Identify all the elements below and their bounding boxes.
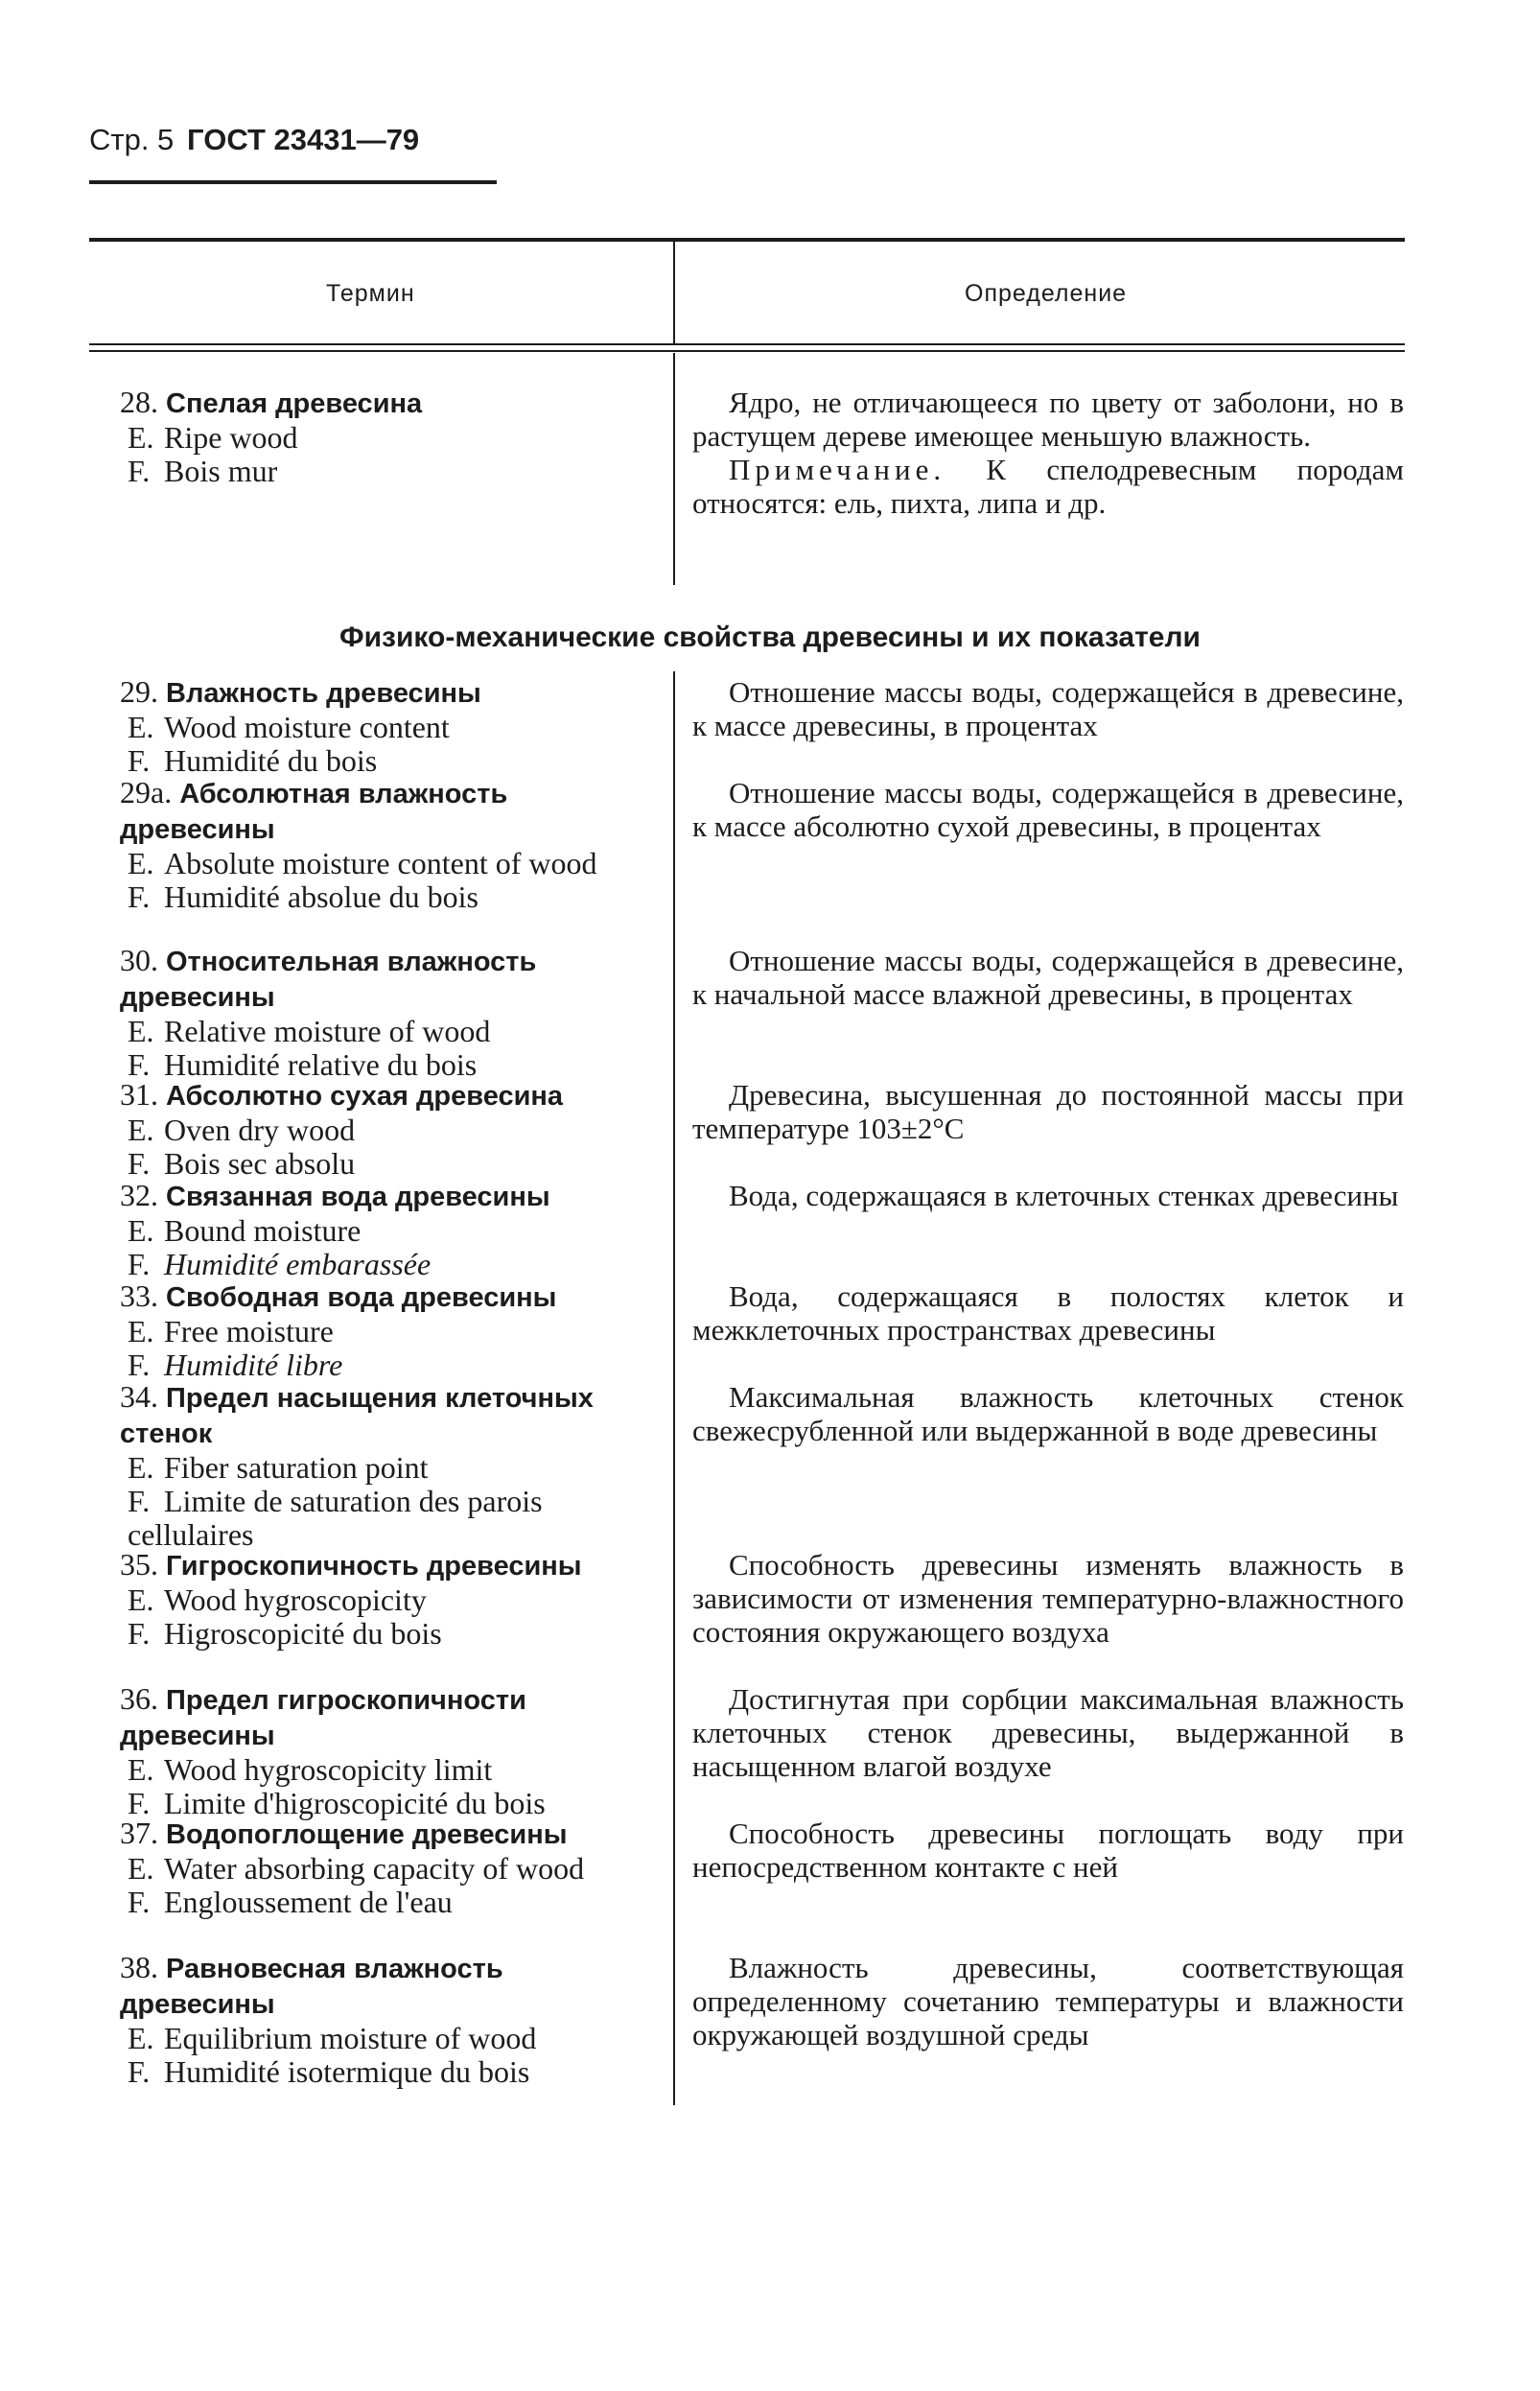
- term-ru: Предел гигроскопичности древесины: [120, 1685, 526, 1751]
- term-number: 31.: [120, 1077, 158, 1112]
- definition-text: Ядро, не отличающееся по цвету от заболони, но в растущем дереве имеющее меньшую влажность.: [692, 386, 1404, 453]
- column-divider: [673, 353, 675, 585]
- definition-text: Отношение массы воды, содержащейся в древесине, к массе абсолютно сухой древесины, в процентах: [692, 776, 1404, 843]
- definition-text: Древесина, высушенная до постоянной массы при температуре 103±2°С: [692, 1078, 1404, 1145]
- term-fr: Higroscopicité du bois: [164, 1616, 442, 1651]
- term-entry-37: 37. Водопоглощение древесины E. Water absorbing capacity of wood F. Engloussement de l'eau: [120, 1816, 585, 1919]
- term-entry-38: 38. Равновесная влажность древесины E. Equilibrium moisture of wood F. Humidité isotermique du bois: [120, 1950, 537, 2089]
- definition-33: [692, 1279, 1404, 1347]
- column-divider: [673, 671, 675, 2105]
- definition-37: [692, 1817, 1404, 1884]
- term-en: Equilibrium moisture of wood: [164, 2021, 537, 2055]
- term-en: Ripe wood: [164, 420, 298, 455]
- term-number: 30.: [120, 943, 158, 977]
- term-en: Wood hygroscopicity: [164, 1582, 427, 1617]
- term-entry-31: 31. Абсолютно сухая древесина E. Oven dry wood F. Bois sec absolu: [120, 1077, 564, 1181]
- column-divider: [673, 242, 675, 345]
- term-ru: Свободная вода древесины: [166, 1282, 557, 1313]
- table-top-rule: [89, 238, 1405, 242]
- definition-36: [692, 1682, 1404, 1783]
- term-number: 33.: [120, 1278, 158, 1313]
- term-entry-33: 33. Свободная вода древесины E. Free moisture F. Humidité libre: [120, 1278, 557, 1382]
- term-en: Oven dry wood: [164, 1113, 356, 1147]
- definition-29a: [692, 776, 1404, 843]
- column-header-definition: Определение: [965, 280, 1128, 307]
- page-header: [89, 123, 419, 157]
- term-en: Bound moisture: [164, 1213, 362, 1248]
- term-entry-29a: 29а. Абсолютная влажность древесины E. Absolute moisture content of wood F. Humidité absolue du bois: [120, 775, 597, 914]
- term-entry-34: 34. Предел насыщения клеточных стенок E. Fiber saturation point F. Limite de saturation des parois cellulaires: [120, 1379, 594, 1552]
- term-number: 32.: [120, 1178, 158, 1212]
- term-fr: Limite d'higroscopicité du bois: [164, 1786, 546, 1820]
- term-ru: Гигроскопичность древесины: [166, 1551, 582, 1582]
- term-number: 36.: [120, 1681, 158, 1716]
- definition-text: Влажность древесины, соответствующая определенному сочетанию температуры и влажности окружающей воздушной среды: [692, 1951, 1404, 2051]
- term-en: Relative moisture of wood: [164, 1014, 491, 1048]
- definition-text: Способность древесины изменять влажность в зависимости от изменения температурно-влажностного состояния окружающего воздуха: [692, 1548, 1404, 1649]
- term-en: Wood hygroscopicity limit: [164, 1752, 493, 1787]
- definition-text: Отношение массы воды, содержащейся в древесине, к массе древесины, в процентах: [692, 675, 1404, 742]
- definition-31: [692, 1078, 1404, 1145]
- term-entry-29: 29. Влажность древесины E. Wood moisture content F. Humidité du bois: [120, 674, 481, 778]
- term-entry-28: 28. Спелая древесина E. Ripe wood F. Bois mur: [120, 385, 423, 488]
- term-ru: Влажность древесины: [166, 678, 481, 709]
- standard-code: ГОСТ 23431—79: [187, 123, 420, 156]
- term-en: Absolute moisture content of wood: [164, 846, 597, 880]
- term-fr: Limite de saturation des parois cellulaires: [128, 1484, 543, 1552]
- definition-32: [692, 1179, 1404, 1212]
- term-fr: Humidité libre: [164, 1348, 343, 1382]
- definition-text: Достигнутая при сорбции максимальная влажность клеточных стенок древесины, выдержанной в насыщенном влагой воздухе: [692, 1682, 1404, 1783]
- table-header-double-rule: [89, 343, 1405, 352]
- definition-text: Отношение массы воды, содержащейся в древесине, к начальной массе влажной древесины, в процентах: [692, 944, 1404, 1011]
- definition-28: [692, 386, 1404, 520]
- term-number: 34.: [120, 1379, 158, 1414]
- term-fr: Humidité relative du bois: [164, 1047, 478, 1082]
- definition-text: Вода, содержащаяся в клеточных стенках древесины: [729, 1179, 1399, 1212]
- term-fr: Bois sec absolu: [164, 1146, 356, 1181]
- term-ru: Связанная вода древесины: [166, 1182, 550, 1212]
- term-ru: Относительная влажность древесины: [120, 947, 537, 1013]
- term-entry-30: 30. Относительная влажность древесины E. Relative moisture of wood F. Humidité relative du bois: [120, 943, 537, 1082]
- term-fr: Bois mur: [164, 454, 278, 488]
- term-fr: Humidité isotermique du bois: [164, 2054, 530, 2089]
- term-ru: Абсолютно сухая древесина: [166, 1081, 564, 1112]
- note-label: Примечание.: [729, 453, 946, 486]
- term-number: 38.: [120, 1950, 158, 1984]
- definition-text: Максимальная влажность клеточных стенок свежесрубленной или выдержанной в воде древесины: [692, 1380, 1404, 1447]
- term-ru: Водопоглощение древесины: [166, 1819, 568, 1850]
- term-entry-32: 32. Связанная вода древесины E. Bound moisture F. Humidité embarassée: [120, 1178, 550, 1281]
- term-number: 37.: [120, 1816, 158, 1850]
- term-fr: Humidité absolue du bois: [164, 879, 478, 914]
- header-underline: [89, 180, 497, 184]
- definition-30: [692, 944, 1404, 1011]
- term-number: 29а.: [120, 775, 173, 809]
- definition-34: [692, 1380, 1404, 1447]
- term-en: Water absorbing capacity of wood: [164, 1851, 585, 1886]
- page-number: Стр. 5: [89, 123, 175, 156]
- term-entry-36: 36. Предел гигроскопичности древесины E. Wood hygroscopicity limit F. Limite d'higroscopicité du bois: [120, 1681, 546, 1820]
- term-en: Fiber saturation point: [164, 1450, 429, 1485]
- definition-29: [692, 675, 1404, 742]
- definition-38: [692, 1951, 1404, 2051]
- section-title: Физико-механические свойства древесины и их показатели: [339, 621, 1201, 653]
- definition-text: Вода, содержащаяся в полостях клеток и межклеточных пространствах древесины: [692, 1279, 1404, 1347]
- column-header-term: Термин: [326, 280, 415, 307]
- note: [692, 453, 1404, 520]
- term-number: 35.: [120, 1547, 158, 1582]
- term-entry-35: 35. Гигроскопичность древесины E. Wood hygroscopicity F. Higroscopicité du bois: [120, 1547, 582, 1651]
- term-fr: Humidité du bois: [164, 743, 378, 778]
- term-fr: Engloussement de l'eau: [164, 1885, 453, 1919]
- term-number: 28.: [120, 385, 158, 419]
- note-text: К спелодревесным породам относятся: ель, пихта, липа и др.: [692, 453, 1404, 520]
- term-ru: Абсолютная влажность древесины: [120, 779, 508, 845]
- definition-35: [692, 1548, 1404, 1649]
- term-en: Wood moisture content: [164, 710, 450, 744]
- term-ru: Предел насыщения клеточных стенок: [120, 1383, 594, 1449]
- term-en: Free moisture: [164, 1314, 334, 1348]
- definition-text: Способность древесины поглощать воду при непосредственном контакте с ней: [692, 1817, 1404, 1884]
- term-number: 29.: [120, 674, 158, 709]
- term-ru: Спелая древесина: [166, 388, 423, 419]
- term-fr: Humidité embarassée: [164, 1247, 432, 1281]
- term-ru: Равновесная влажность древесины: [120, 1954, 503, 2020]
